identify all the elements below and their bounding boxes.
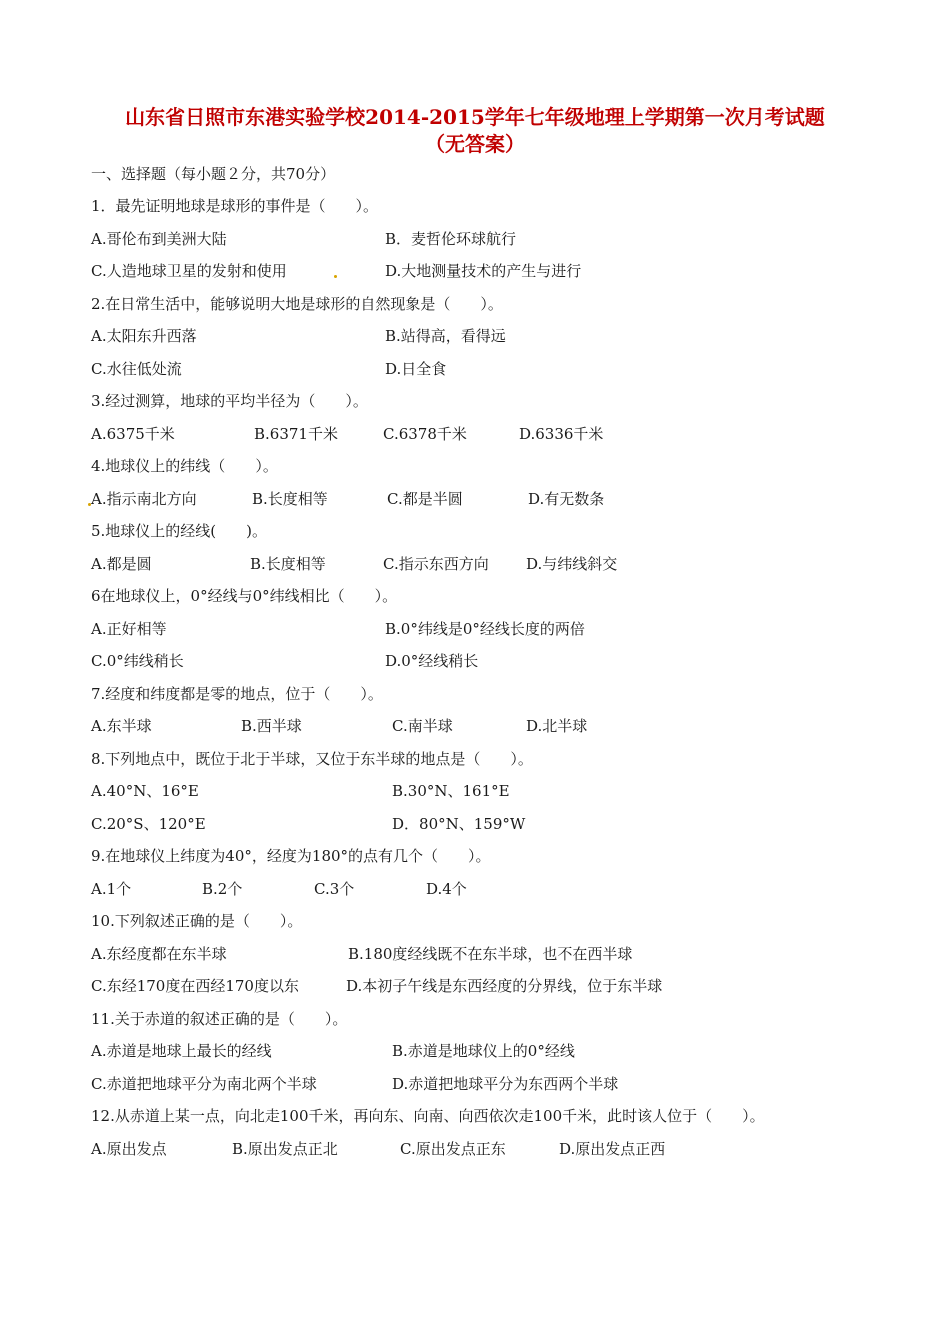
question-11-option-a: A.赤道是地球上最长的经线: [91, 1042, 272, 1060]
question-11-option-b: B.赤道是地球仪上的0°经线: [392, 1042, 575, 1060]
exam-title: 山东省日照市东港实验学校2014-2015学年七年级地理上学期第一次月考试题: [125, 105, 825, 129]
question-5-stem: 5.地球仪上的经线( )。: [91, 522, 268, 540]
question-4-option-c: C.都是半圆: [387, 490, 463, 508]
question-10-option-d: D.本初子午线是东西经度的分界线，位于东半球: [346, 977, 663, 995]
question-11-option-c: C.赤道把地球平分为南北两个半球: [91, 1075, 317, 1093]
question-3-option-d: D.6336千米: [519, 425, 604, 443]
question-3-stem: 3.经过测算，地球的平均半径为（ ）。: [91, 392, 368, 410]
question-12-option-d: D.原出发点正西: [559, 1140, 666, 1158]
question-8-option-d: D．80°N、159°W: [392, 815, 526, 833]
question-6-option-d: D.0°经线稍长: [385, 652, 479, 670]
question-8-option-a: A.40°N、16°E: [91, 782, 199, 800]
question-7-option-a: A.东半球: [91, 717, 152, 735]
question-6-option-a: A.正好相等: [91, 620, 167, 638]
question-2-option-b: B.站得高，看得远: [385, 327, 506, 345]
question-10-stem: 10.下列叙述正确的是（ ）。: [91, 912, 303, 930]
question-3-option-c: C.6378千米: [383, 425, 467, 443]
question-8-option-b: B.30°N、161°E: [392, 782, 510, 800]
question-7-option-c: C.南半球: [392, 717, 453, 735]
question-12-option-a: A.原出发点: [91, 1140, 167, 1158]
question-11-option-d: D.赤道把地球平分为东西两个半球: [392, 1075, 619, 1093]
question-7-option-b: B.西半球: [241, 717, 302, 735]
question-7-option-d: D.北半球: [526, 717, 588, 735]
stray-mark: [334, 275, 337, 278]
question-10-option-a: A.东经度都在东半球: [91, 945, 227, 963]
question-10-option-c: C.东经170度在西经170度以东: [91, 977, 299, 995]
question-3-option-a: A.6375千米: [91, 425, 175, 443]
question-1-option-c: C.人造地球卫星的发射和使用: [91, 262, 287, 280]
question-1-option-d: D.大地测量技术的产生与进行: [385, 262, 582, 280]
question-1-option-a: A.哥伦布到美洲大陆: [91, 230, 227, 248]
section-heading: 一、选择题（每小题２分，共70分）: [91, 165, 336, 183]
exam-title-note: （无答案）: [425, 132, 525, 156]
question-2-option-c: C.水往低处流: [91, 360, 182, 378]
question-4-stem: 4.地球仪上的纬线（ ）。: [91, 457, 278, 475]
question-3-option-b: B.6371千米: [254, 425, 338, 443]
question-10-option-b: B.180度经线既不在东半球，也不在西半球: [348, 945, 633, 963]
question-12-option-c: C.原出发点正东: [400, 1140, 506, 1158]
question-2-stem: 2.在日常生活中，能够说明大地是球形的自然现象是（ ）。: [91, 295, 503, 313]
question-6-stem: 6在地球仪上，0°经线与0°纬线相比（ ）。: [91, 587, 398, 605]
question-11-stem: 11.关于赤道的叙述正确的是（ ）。: [91, 1010, 348, 1028]
question-2-option-d: D.日全食: [385, 360, 447, 378]
stray-mark: [88, 503, 91, 506]
question-5-option-b: B.长度相等: [250, 555, 326, 573]
question-1-stem: 1．最先证明地球是球形的事件是（ ）。: [91, 197, 379, 215]
question-5-option-c: C.指示东西方向: [383, 555, 489, 573]
question-1-option-b: B．麦哲伦环球航行: [385, 230, 517, 248]
question-2-option-a: A.太阳东升西落: [91, 327, 197, 345]
question-6-option-b: B.0°纬线是0°经线长度的两倍: [385, 620, 585, 638]
question-6-option-c: C.0°纬线稍长: [91, 652, 184, 670]
question-9-option-c: C.3个: [314, 880, 355, 898]
question-5-option-d: D.与纬线斜交: [526, 555, 618, 573]
question-9-option-d: D.4个: [426, 880, 467, 898]
question-4-option-b: B.长度相等: [252, 490, 328, 508]
question-9-option-b: B.2个: [202, 880, 243, 898]
question-12-option-b: B.原出发点正北: [232, 1140, 338, 1158]
question-8-option-c: C.20°S、120°E: [91, 815, 206, 833]
question-12-stem: 12.从赤道上某一点，向北走100千米，再向东、向南、向西依次走100千米，此时该人位于（ ）。: [91, 1107, 765, 1125]
question-8-stem: 8.下列地点中，既位于北于半球，又位于东半球的地点是（ ）。: [91, 750, 533, 768]
question-4-option-a: A.指示南北方向: [91, 490, 197, 508]
question-5-option-a: A.都是圆: [91, 555, 152, 573]
question-9-stem: 9.在地球仪上纬度为40°，经度为180°的点有几个（ ）。: [91, 847, 491, 865]
question-9-option-a: A.1个: [91, 880, 132, 898]
question-4-option-d: D.有无数条: [528, 490, 605, 508]
question-7-stem: 7.经度和纬度都是零的地点，位于（ ）。: [91, 685, 383, 703]
